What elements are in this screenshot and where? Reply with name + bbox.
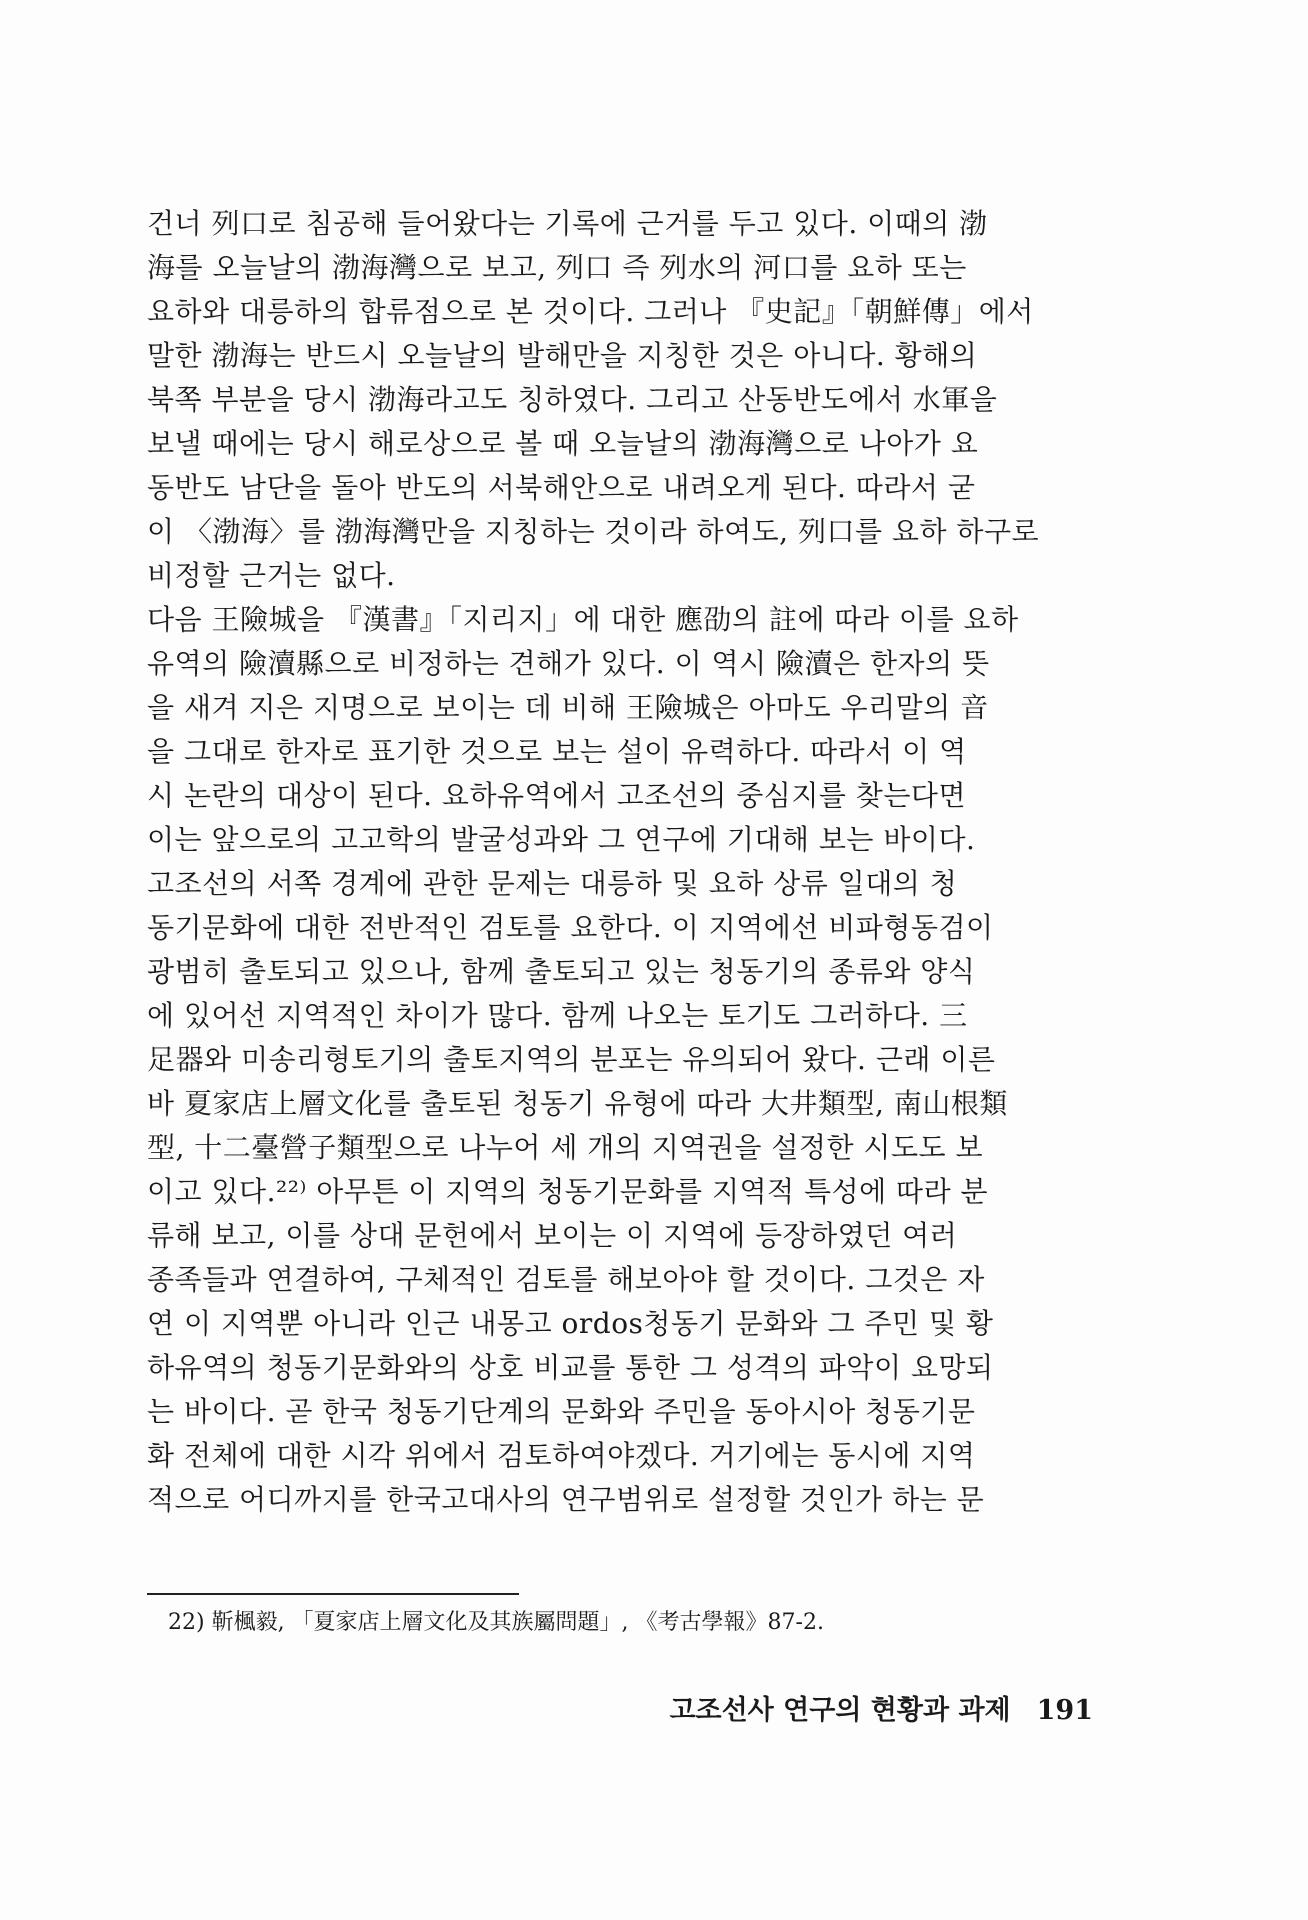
body-text bbox=[147, 202, 1097, 1522]
page-number: 191 bbox=[1036, 1695, 1093, 1726]
text-line: 종족들과 연결하여, 구체적인 검토를 해보아야 할 것이다. 그것은 자 bbox=[147, 1263, 985, 1296]
text-line: 이고 있다.²²⁾ 아무튼 이 지역의 청동기문화를 지역적 특성에 따라 분 bbox=[147, 1175, 989, 1208]
text-line: 고조선의 서쪽 경계에 관한 문제는 대릉하 및 요하 상류 일대의 청 bbox=[147, 867, 958, 900]
text-line: 화 전체에 대한 시각 위에서 검토하여야겠다. 거기에는 동시에 지역 bbox=[147, 1439, 976, 1472]
text-line: 연 이 지역뿐 아니라 인근 내몽고 ordos청동기 문화와 그 주민 및 황 bbox=[147, 1307, 994, 1340]
text-line: 광범히 출토되고 있으나, 함께 출토되고 있는 청동기의 종류와 양식 bbox=[147, 955, 976, 988]
paragraph bbox=[147, 202, 1097, 598]
text-line: 말한 渤海는 반드시 오늘날의 발해만을 지칭한 것은 아니다. 황해의 bbox=[147, 339, 978, 372]
paragraph bbox=[147, 598, 1097, 862]
running-title: 고조선사 연구의 현황과 과제 bbox=[669, 1695, 1011, 1726]
text-line: 류해 보고, 이를 상대 문헌에서 보이는 이 지역에 등장하였던 여러 bbox=[147, 1219, 958, 1252]
text-line: 동기문화에 대한 전반적인 검토를 요한다. 이 지역에선 비파형동검이 bbox=[147, 911, 994, 944]
text-line: 이 〈渤海〉를 渤海灣만을 지칭하는 것이라 하여도, 列口를 요하 하구로 bbox=[147, 515, 1040, 548]
text-line: 적으로 어디까지를 한국고대사의 연구범위로 설정할 것인가 하는 문 bbox=[147, 1483, 985, 1516]
text-line: 시 논란의 대상이 된다. 요하유역에서 고조선의 중심지를 찾는다면 bbox=[147, 779, 967, 812]
footnote-divider bbox=[147, 1593, 519, 1595]
text-line: 海를 오늘날의 渤海灣으로 보고, 列口 즉 列水의 河口를 요하 또는 bbox=[147, 251, 967, 284]
text-line: 요하와 대릉하의 합류점으로 본 것이다. 그러나 『史記』「朝鮮傳」에서 bbox=[147, 295, 1034, 328]
text-line: 을 새겨 지은 지명으로 보이는 데 비해 王險城은 아마도 우리말의 音 bbox=[147, 691, 989, 724]
text-line: 다음 王險城을 『漢書』「지리지」에 대한 應劭의 註에 따라 이를 요하 bbox=[147, 603, 1019, 636]
text-line: 북쪽 부분을 당시 渤海라고도 칭하였다. 그리고 산동반도에서 水軍을 bbox=[147, 383, 998, 416]
text-line: 하유역의 청동기문화와의 상호 비교를 통한 그 성격의 파악이 요망되 bbox=[147, 1351, 994, 1384]
text-line: 바 夏家店上層文化를 출토된 청동기 유형에 따라 大井類型, 南山根類 bbox=[147, 1087, 1008, 1120]
page-footer bbox=[669, 1693, 1093, 1729]
text-line: 유역의 險瀆縣으로 비정하는 견해가 있다. 이 역시 險瀆은 한자의 뜻 bbox=[147, 647, 990, 680]
text-line: 을 그대로 한자로 표기한 것으로 보는 설이 유력하다. 따라서 이 역 bbox=[147, 735, 967, 768]
text-line: 보낼 때에는 당시 해로상으로 볼 때 오늘날의 渤海灣으로 나아가 요 bbox=[147, 427, 979, 460]
text-line: 이는 앞으로의 고고학의 발굴성과와 그 연구에 기대해 보는 바이다. bbox=[147, 823, 976, 856]
text-line: 비정할 근거는 없다. bbox=[147, 559, 396, 592]
text-line: 는 바이다. 곧 한국 청동기단계의 문화와 주민을 동아시아 청동기문 bbox=[147, 1395, 976, 1428]
text-line: 足器와 미송리형토기의 출토지역의 분포는 유의되어 왔다. 근래 이른 bbox=[147, 1043, 996, 1076]
text-line: 동반도 남단을 돌아 반도의 서북해안으로 내려오게 된다. 따라서 굳 bbox=[147, 471, 976, 504]
paragraph bbox=[147, 862, 1097, 1522]
text-line: 型, 十二臺營子類型으로 나누어 세 개의 지역권을 설정한 시도도 보 bbox=[147, 1131, 984, 1164]
footnote: 22) 靳楓毅, 「夏家店上層文化及其族屬問題」, 《考古學報》87-2. bbox=[168, 1610, 824, 1635]
text-line: 에 있어선 지역적인 차이가 많다. 함께 나오는 토기도 그러하다. 三 bbox=[147, 999, 968, 1032]
text-line: 건너 列口로 침공해 들어왔다는 기록에 근거를 두고 있다. 이때의 渤 bbox=[147, 207, 988, 240]
